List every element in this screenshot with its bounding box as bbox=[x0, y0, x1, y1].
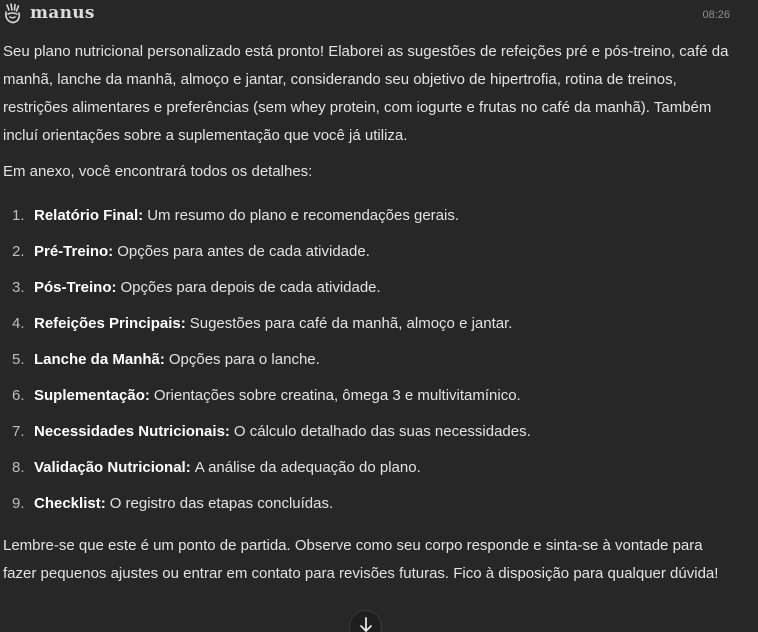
annex-paragraph: Em anexo, você encontrará todos os detalhes: bbox=[3, 163, 313, 180]
list-item-number: 6. bbox=[12, 387, 25, 404]
list-item-title: Lanche da Manhã: bbox=[34, 351, 165, 368]
list-item-number: 1. bbox=[12, 207, 25, 224]
list-item-number: 4. bbox=[12, 315, 25, 332]
closing-paragraph: Lembre-se que este é um ponto de partida. Observe como seu corpo responde e sinta-se à vontade para fazer pequenos ajustes ou entrar em contato para revisões futuras. Fico à disposição para qualquer dúvida! bbox=[3, 537, 719, 582]
scroll-to-bottom-button[interactable] bbox=[349, 610, 382, 632]
list-item bbox=[3, 486, 738, 522]
list-item-number: 7. bbox=[12, 423, 25, 440]
list-item-text: Sugestões para café da manhã, almoço e jantar. bbox=[189, 315, 513, 332]
list-item-title: Pré-Treino: bbox=[34, 243, 114, 260]
list-item-number: 8. bbox=[12, 459, 25, 476]
list-item bbox=[3, 198, 738, 234]
list-item-number: 5. bbox=[12, 351, 25, 368]
list-item-number: 3. bbox=[12, 279, 25, 296]
list-item-title: Refeições Principais: bbox=[34, 315, 186, 332]
list-item-number: 2. bbox=[12, 243, 25, 260]
list-item-text: Um resumo do plano e recomendações gerais. bbox=[147, 207, 460, 224]
list-item bbox=[3, 234, 738, 270]
list-item-title: Suplementação: bbox=[34, 387, 150, 404]
list-item bbox=[3, 270, 738, 306]
arrow-down-icon bbox=[359, 617, 373, 632]
list-item-title: Necessidades Nutricionais: bbox=[34, 423, 230, 440]
list-item-number: 9. bbox=[12, 495, 25, 512]
brand-name: manus bbox=[30, 3, 95, 23]
intro-paragraph: Seu plano nutricional personalizado está pronto! Elaborei as sugestões de refeições pré e pós-treino, café da manhã, lanche da manhã, almoço e jantar, considerando seu objetivo de hipertrofia, rotina de treinos, restrições alimentares e preferências (sem whey protein, com iogurte e frutas no café da manhã). Também incluí orientações sobre a suplementação que você já utiliza. bbox=[3, 43, 729, 144]
list-item-text: Opções para o lanche. bbox=[168, 351, 320, 368]
list-item bbox=[3, 414, 738, 450]
list-item-text: O cálculo detalhado das suas necessidades. bbox=[233, 423, 531, 440]
list-item-text: A análise da adequação do plano. bbox=[194, 459, 421, 476]
list-item-text: Opções para antes de cada atividade. bbox=[117, 243, 370, 260]
list-item bbox=[3, 342, 738, 378]
list-item bbox=[3, 306, 738, 342]
message-header bbox=[0, 0, 758, 30]
list-item-title: Checklist: bbox=[34, 495, 106, 512]
list-item bbox=[3, 450, 738, 486]
manus-hand-icon bbox=[3, 2, 23, 26]
list-item-title: Pós-Treino: bbox=[34, 279, 117, 296]
list-item bbox=[3, 378, 738, 414]
list-item-text: Orientações sobre creatina, ômega 3 e multivitamínico. bbox=[153, 387, 521, 404]
list-item-title: Relatório Final: bbox=[34, 207, 144, 224]
attachment-list bbox=[3, 198, 738, 522]
list-item-text: Opções para depois de cada atividade. bbox=[120, 279, 381, 296]
list-item-text: O registro das etapas concluídas. bbox=[109, 495, 334, 512]
assistant-message bbox=[3, 38, 738, 588]
message-timestamp: 08:26 bbox=[702, 9, 730, 21]
list-item-title: Validação Nutricional: bbox=[34, 459, 191, 476]
